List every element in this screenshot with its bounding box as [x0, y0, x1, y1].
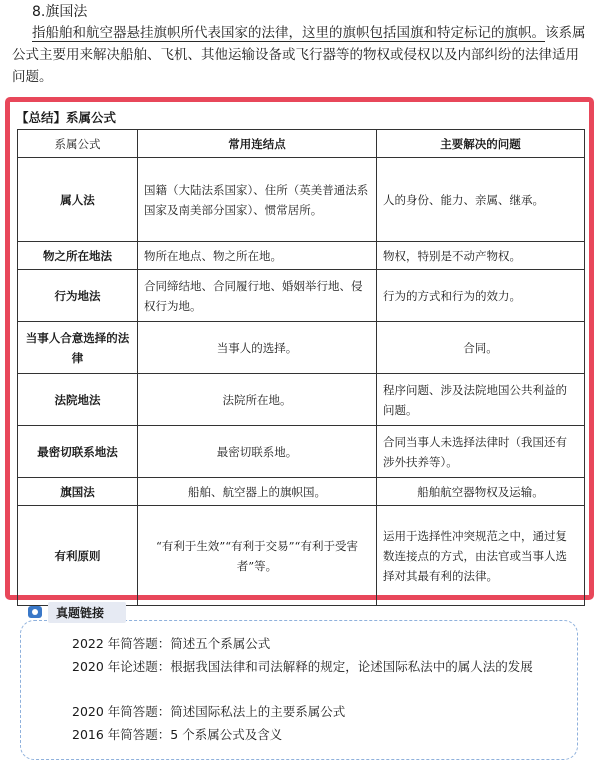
row-formula: 旗国法 — [18, 478, 138, 506]
exam-links-label: 真题链接 — [48, 602, 126, 623]
row-connecting-point: 当事人的选择。 — [138, 322, 377, 374]
row-formula: 行为地法 — [18, 270, 138, 322]
exam-link-item: 2020 年简答题：简述国际私法上的主要系属公式 — [72, 704, 346, 719]
row-formula: 法院地法 — [18, 374, 138, 426]
intro-paragraph — [12, 22, 592, 88]
table-row — [18, 158, 585, 242]
section-heading: 8.旗国法 — [32, 4, 88, 20]
table-row — [18, 426, 585, 478]
header-formula: 系属公式 — [18, 130, 138, 158]
row-issue: 人的身份、能力、亲属、继承。 — [377, 158, 585, 242]
exam-links-badge — [28, 602, 126, 622]
row-connecting-point: 法院所在地。 — [138, 374, 377, 426]
row-formula: 物之所在地法 — [18, 242, 138, 270]
row-issue: 船舶航空器物权及运输。 — [377, 478, 585, 506]
intro-definition: 指船舶和航空器悬挂旗帜所代表国家的法律，这里的旗帜包括国旗和特定标记的旗帜。 — [32, 25, 545, 41]
summary-title: 【总结】系属公式 — [16, 110, 117, 125]
row-issue: 合同当事人未选择法律时（我国还有涉外扶养等）。 — [377, 426, 585, 478]
table-row — [18, 242, 585, 270]
table-row — [18, 270, 585, 322]
table-row — [18, 374, 585, 426]
row-connecting-point: 最密切联系地。 — [138, 426, 377, 478]
table-row — [18, 478, 585, 506]
row-formula: 有利原则 — [18, 506, 138, 606]
row-connecting-point: 合同缔结地、合同履行地、婚姻举行地、侵权行为地。 — [138, 270, 377, 322]
intro-purpose: 该系属公式主要用来解决船舶、飞机、其他运输设备或飞行器等的物权或侵权以及内部纠纷的法律适用问题。 — [12, 25, 586, 85]
table-row — [18, 322, 585, 374]
table-header-row — [18, 130, 585, 158]
row-formula: 属人法 — [18, 158, 138, 242]
row-connecting-point: 国籍（大陆法系国家）、住所（英美普通法系国家及南美部分国家）、惯常居所。 — [138, 158, 377, 242]
exam-link-item: 2022 年简答题：简述五个系属公式 — [72, 636, 271, 651]
header-connecting-point: 常用连结点 — [138, 130, 377, 158]
connecting-factor-table — [17, 129, 585, 606]
row-connecting-point: “有利于生效”“有利于交易”“有利于受害者”等。 — [138, 506, 377, 606]
row-issue: 合同。 — [377, 322, 585, 374]
row-connecting-point: 船舶、航空器上的旗帜国。 — [138, 478, 377, 506]
row-issue: 运用于选择性冲突规范之中，通过复数连接点的方式，由法官或当事人选择对其最有利的法律。 — [377, 506, 585, 606]
exam-link-item: 2016 年简答题：5 个系属公式及含义 — [72, 727, 283, 742]
link-badge-icon — [28, 606, 42, 618]
row-issue: 物权，特别是不动产物权。 — [377, 242, 585, 270]
row-issue: 行为的方式和行为的效力。 — [377, 270, 585, 322]
row-formula: 当事人合意选择的法律 — [18, 322, 138, 374]
exam-link-item: 2020 年论述题：根据我国法律和司法解释的规定，论述国际私法中的属人法的发展 — [72, 659, 533, 674]
row-connecting-point: 物所在地点、物之所在地。 — [138, 242, 377, 270]
table-row — [18, 506, 585, 606]
header-issue: 主要解决的问题 — [377, 130, 585, 158]
row-formula: 最密切联系地法 — [18, 426, 138, 478]
row-issue: 程序问题、涉及法院地国公共利益的问题。 — [377, 374, 585, 426]
